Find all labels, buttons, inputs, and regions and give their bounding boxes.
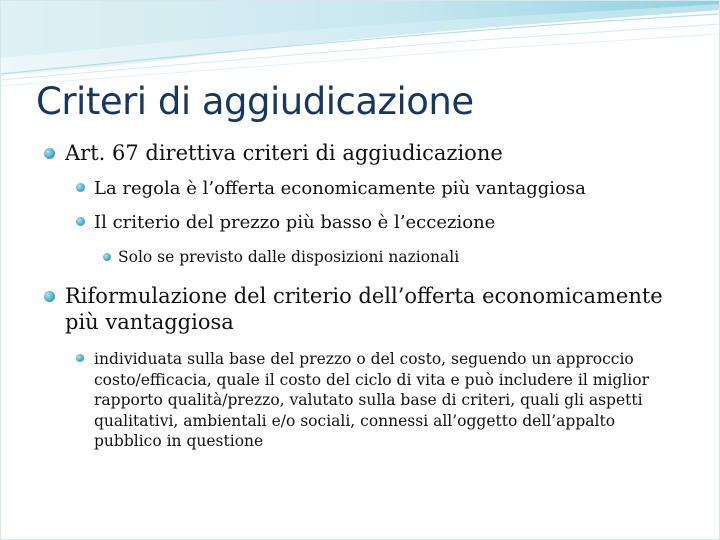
sub-bullet-item [76, 177, 684, 200]
bullet-list [44, 140, 684, 452]
bullet-text: Art. 67 direttiva criteri di aggiudicazione [65, 141, 503, 165]
bullet-icon [44, 148, 55, 159]
sub-sub-bullet-item [103, 247, 684, 267]
bullet-text: Solo se previsto dalle disposizioni nazionali [118, 248, 460, 266]
bullet-icon [76, 217, 85, 226]
bullet-item [44, 283, 684, 335]
sub-bullet-item [76, 211, 684, 234]
sub-bullet-item [76, 349, 670, 452]
slide-title: Criteri di aggiudicazione [36, 80, 474, 123]
bullet-icon [44, 291, 55, 302]
bullet-item [44, 140, 684, 166]
bullet-text: La regola è l’offerta economicamente più vantaggiosa [94, 178, 586, 199]
bullet-icon [76, 183, 85, 192]
bullet-text: individuata sulla base del prezzo o del costo, seguendo un approccio costo/efficacia, quale il costo del ciclo di vita e può includere il miglior rapporto qualità/prezzo, valutato sulla base di criteri, quali gli aspetti qualitativi, ambientali e/o sociali, connessi all’oggetto dell’appalto pubblico in questione [94, 350, 649, 450]
bullet-text: Riformulazione del criterio dell’offerta economicamente più vantaggiosa [65, 284, 663, 334]
bullet-icon [103, 253, 111, 261]
bullet-text: Il criterio del prezzo più basso è l’eccezione [94, 212, 496, 233]
bullet-icon [76, 354, 84, 362]
